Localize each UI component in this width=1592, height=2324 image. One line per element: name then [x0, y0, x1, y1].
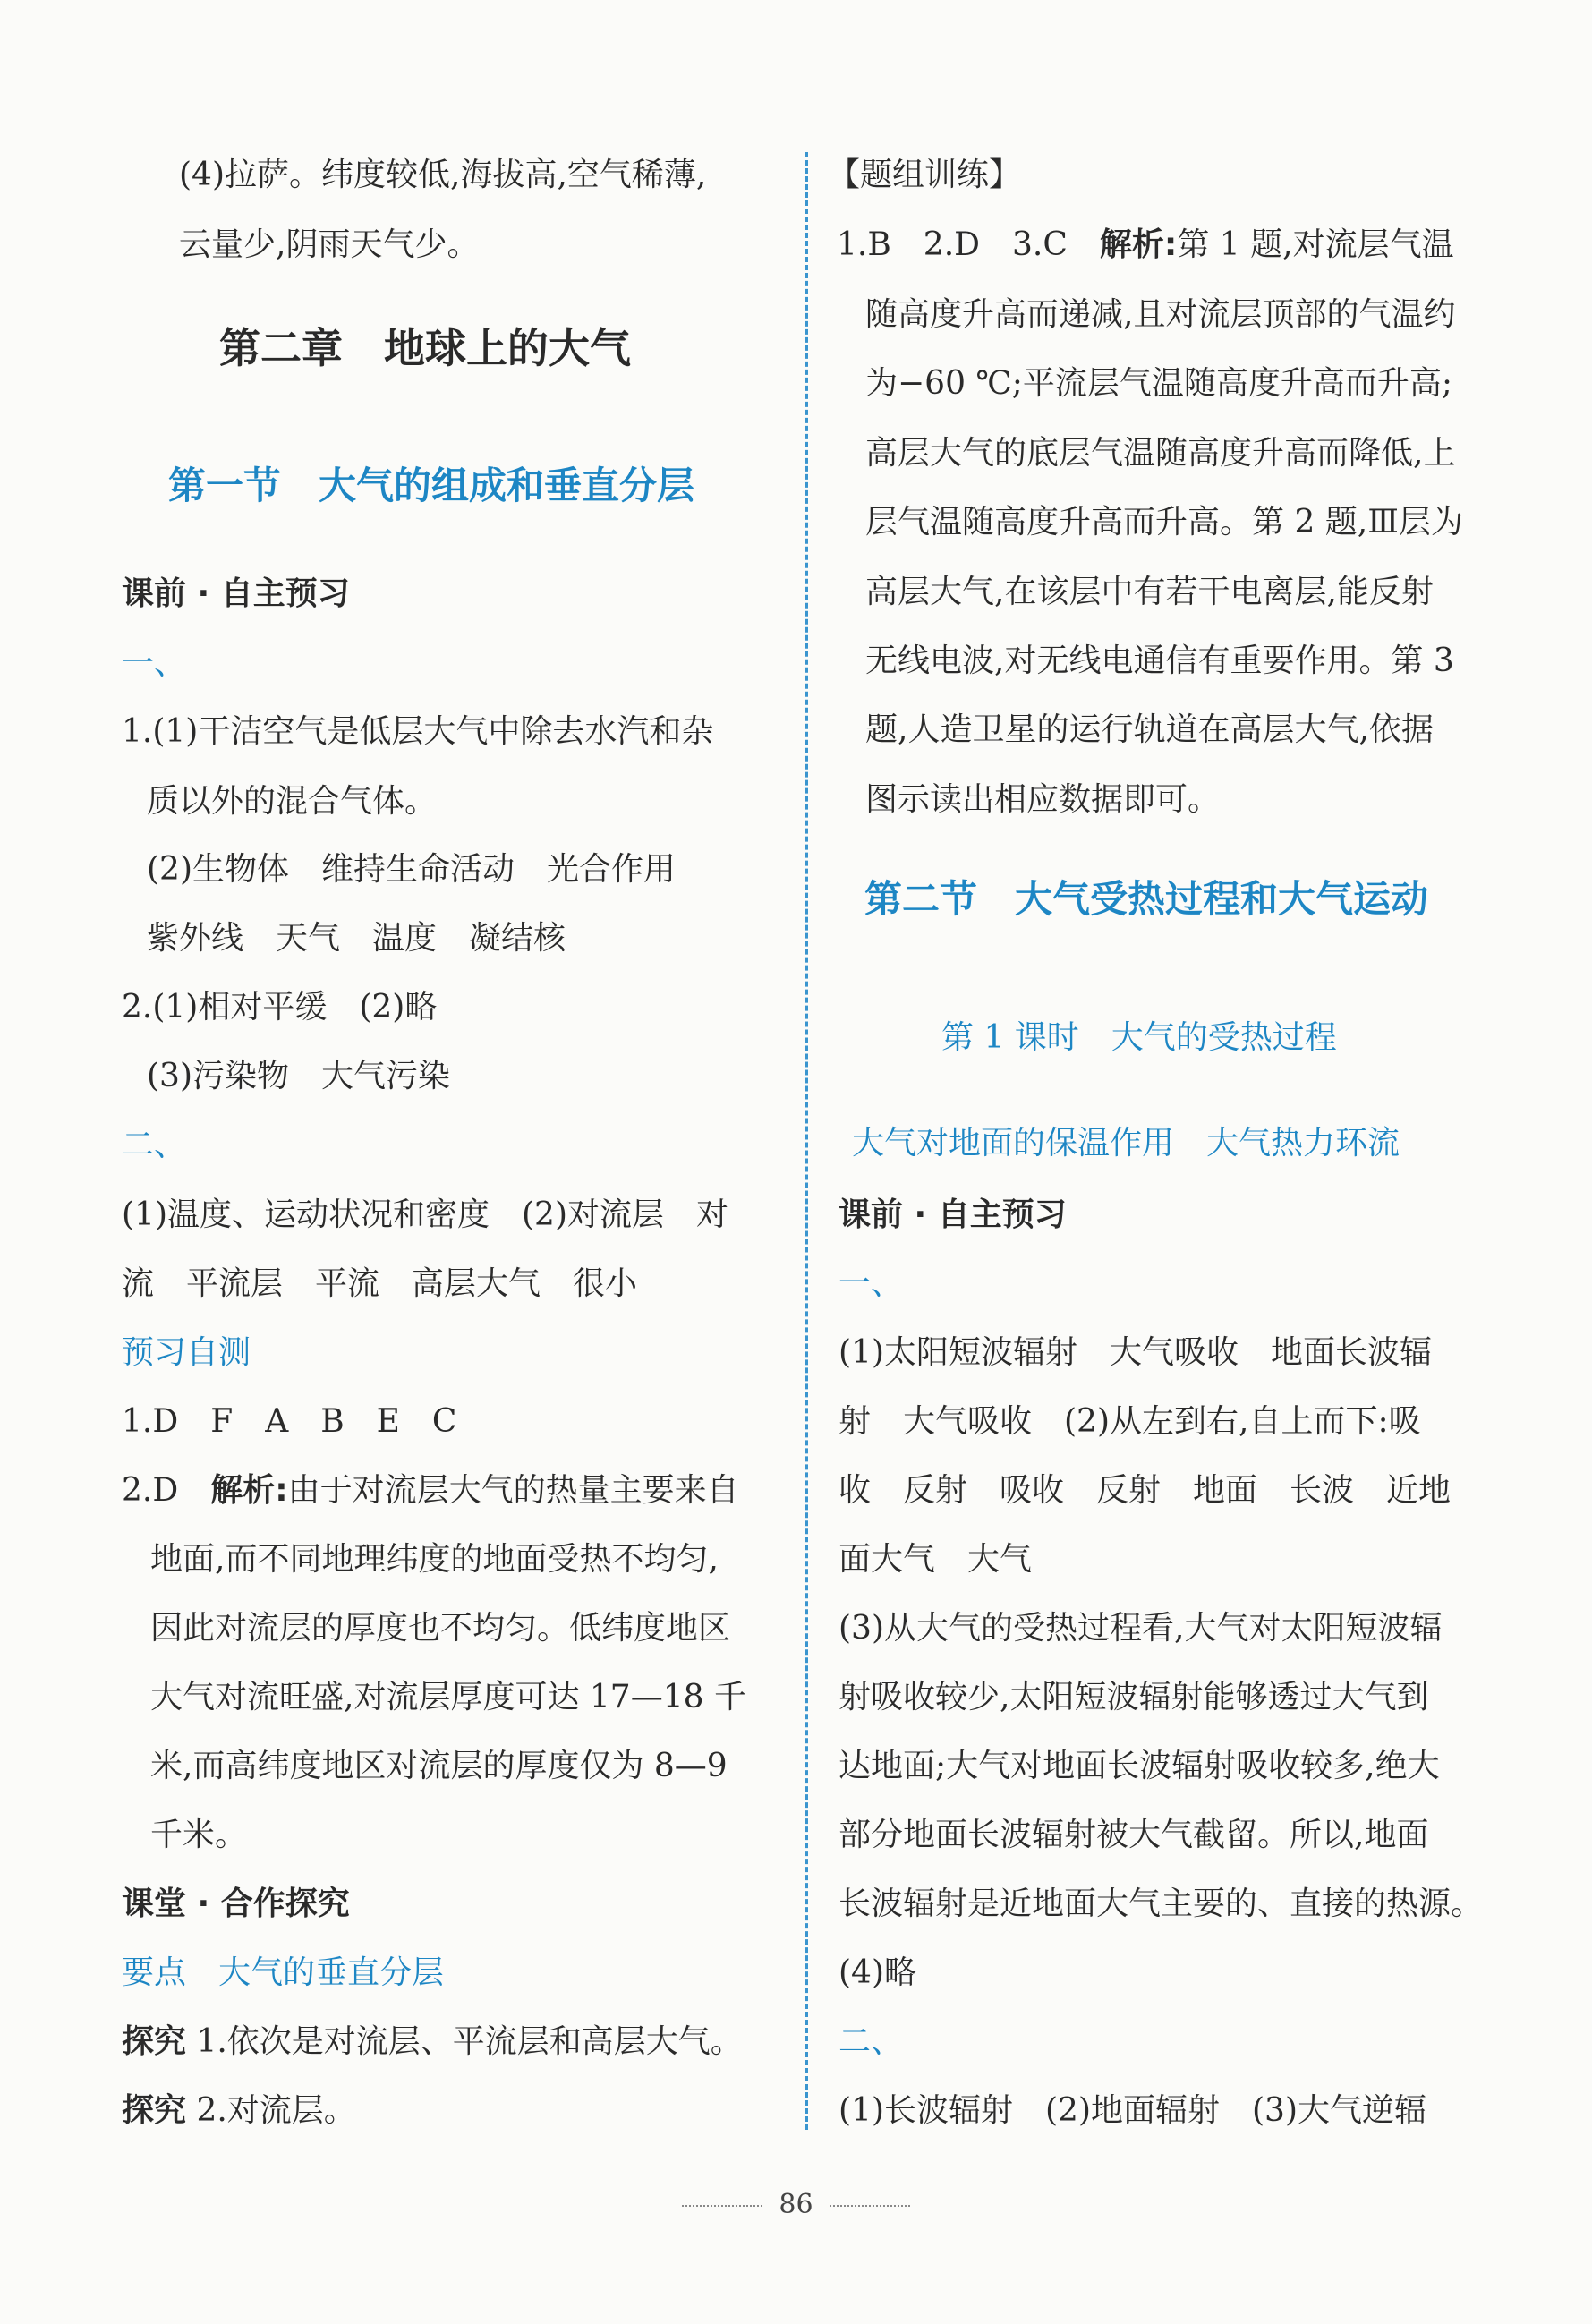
- answer-line: (1)温度、运动状况和密度 (2)对流层 对: [122, 1196, 728, 1233]
- analysis-label: 解析:: [1099, 226, 1178, 263]
- footer-rule-left: [682, 2205, 762, 2207]
- answer-line: 为−60 ℃;平流层气温随高度升高而升高;: [865, 365, 1452, 402]
- answer-line: 云量少,阴雨天气少。: [179, 226, 480, 263]
- analysis-text: 由于对流层大气的热量主要来自: [287, 1472, 739, 1509]
- answer-line: 大气对流旺盛,对流层厚度可达 17—18 千: [150, 1679, 746, 1715]
- answer-line: 随高度升高而递减,且对流层顶部的气温约: [865, 296, 1456, 333]
- page-footer: [0, 2189, 1592, 2220]
- answer-line: (1)太阳短波辐射 大气吸收 地面长波辐: [839, 1334, 1432, 1371]
- subsection-heading: 课前 · 自主预习: [839, 1196, 1067, 1233]
- answer-line: 1.D F A B E C: [122, 1403, 457, 1440]
- answer-line: 层气温随高度升高而升高。第 2 题,Ⅲ层为: [865, 504, 1463, 541]
- answer-line: 1.(1)干洁空气是低层大气中除去水汽和杂: [122, 713, 714, 750]
- answer-line: (4)略: [839, 1954, 916, 1991]
- answer-line: 地面,而不同地理纬度的地面受热不均匀,: [150, 1541, 719, 1578]
- answer-line: (3)从大气的受热过程看,大气对太阳短波辐: [839, 1610, 1443, 1647]
- answer-line: (4)拉萨。纬度较低,海拔高,空气稀薄,: [179, 157, 707, 193]
- answer-line: 因此对流层的厚度也不均匀。低纬度地区: [150, 1610, 731, 1647]
- answer-line: 无线电波,对无线电通信有重要作用。第 3: [865, 643, 1454, 679]
- answer-line: 图示读出相应数据即可。: [865, 781, 1221, 818]
- part-marker: 二、: [122, 1127, 187, 1163]
- column-divider: [805, 152, 808, 2130]
- subsection-heading: 课前 · 自主预习: [122, 575, 350, 612]
- explore-line: [122, 2091, 356, 2130]
- topic-title: 大气对地面的保温作用 大气热力环流: [852, 1125, 1400, 1162]
- explore-line: [122, 2022, 743, 2061]
- answer-line: 流 平流层 平流 高层大气 很小: [122, 1265, 638, 1302]
- analysis-label: 解析:: [210, 1472, 288, 1509]
- analysis-text: 第 1 题,对流层气温: [1177, 226, 1454, 263]
- part-marker: 二、: [839, 2023, 904, 2060]
- self-test-heading: 预习自测: [122, 1334, 251, 1371]
- group-training-heading: 【题组训练】: [828, 157, 1022, 193]
- answer-line: (2)生物体 维持生命活动 光合作用: [147, 851, 676, 888]
- answer-line: 面大气 大气: [839, 1541, 1033, 1578]
- answer-line: 紫外线 天气 温度 凝结核: [147, 920, 566, 957]
- keypoint-heading: 要点 大气的垂直分层: [122, 1954, 445, 1991]
- part-marker: 一、: [122, 645, 187, 682]
- answer-line: 部分地面长波辐射被大气截留。所以,地面: [839, 1817, 1429, 1853]
- answer-line: 射 大气吸收 (2)从左到右,自上而下:吸: [839, 1403, 1421, 1440]
- answer-line: 收 反射 吸收 反射 地面 长波 近地: [839, 1472, 1452, 1509]
- answer-line: 米,而高纬度地区对流层的厚度仅为 8—9: [150, 1748, 728, 1784]
- section-title: 第一节 大气的组成和垂直分层: [168, 464, 695, 507]
- section-title: 第二节 大气受热过程和大气运动: [864, 877, 1429, 921]
- answer-line: 质以外的混合气体。: [147, 783, 438, 820]
- answer-line: 达地面;大气对地面长波辐射吸收较多,绝大: [839, 1748, 1440, 1784]
- explore-label: 探究: [122, 2092, 187, 2129]
- subsection-heading: 课堂 · 合作探究: [122, 1886, 350, 1922]
- answer-line: 2.(1)相对平缓 (2)略: [122, 989, 438, 1026]
- answer-line: 长波辐射是近地面大气主要的、直接的热源。: [839, 1886, 1484, 1922]
- footer-rule-right: [830, 2205, 910, 2207]
- answer-line: (1)长波辐射 (2)地面辐射 (3)大气逆辐: [839, 2092, 1426, 2129]
- answer-line: 高层大气,在该层中有若干电离层,能反射: [865, 574, 1434, 610]
- explore-label: 探究: [122, 2023, 187, 2060]
- part-marker: 一、: [839, 1265, 904, 1302]
- chapter-title: 第二章 地球上的大气: [219, 324, 631, 372]
- answer-line: 射吸收较少,太阳短波辐射能够透过大气到: [839, 1679, 1429, 1715]
- answer-line: 题,人造卫星的运行轨道在高层大气,依据: [865, 711, 1434, 748]
- lesson-title: 第 1 课时 大气的受热过程: [941, 1019, 1337, 1056]
- answer-line: 千米。: [150, 1817, 248, 1853]
- answer-line: 高层大气的底层气温随高度升高而降低,上: [865, 435, 1456, 472]
- answer-number: 1.B 2.D 3.C: [837, 226, 1100, 263]
- explore-text: 1.依次是对流层、平流层和高层大气。: [186, 2023, 743, 2060]
- answer-line: (3)污染物 大气污染: [147, 1058, 450, 1094]
- answer-number: 2.D: [122, 1472, 211, 1509]
- explore-text: 2.对流层。: [186, 2092, 356, 2129]
- page-number: 86: [779, 2189, 813, 2220]
- answer-line: [837, 226, 1454, 264]
- answer-line: [122, 1471, 739, 1510]
